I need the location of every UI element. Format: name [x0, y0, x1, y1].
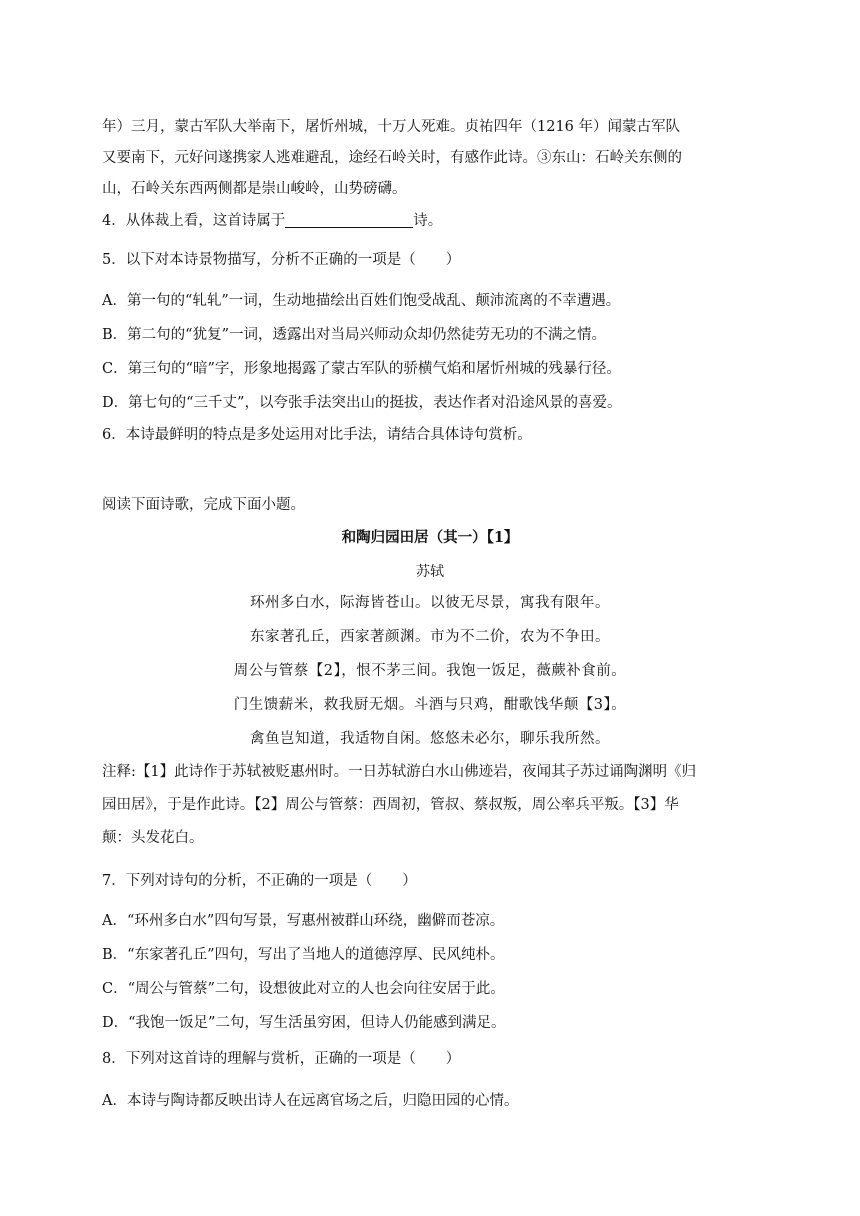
poem [102, 526, 758, 756]
question-4-prefix: 4．从体裁上看，这首诗属于 [102, 213, 286, 229]
option-a: A．第一句的“轧轧”一词，生动地描绘出百姓们饱受战乱、颠沛流离的不幸遭遇。 [102, 293, 621, 309]
question-5-stem-close: ） [445, 252, 461, 268]
question-8-options [102, 1084, 742, 1118]
option-a: A．“环州多白水”四句写景，写惠州被群山环绕，幽僻而苍凉。 [102, 913, 505, 929]
option-b: B．第二句的“犹复”一词，透露出对当局兴师动众却仍然徒劳无功的不满之情。 [102, 327, 606, 343]
poem-line: 周公与管蔡【2】，恨不茅三间。我饱一饭足，薇蕨补食前。 [233, 663, 627, 679]
question-7-options [102, 904, 742, 1040]
question-8-stem: 8．下列对这首诗的理解与赏析，正确的一项是（ [102, 1051, 416, 1067]
option-a: A．本诗与陶诗都反映出诗人在远离官场之后，归隐田园的心情。 [102, 1093, 519, 1109]
notes-line: 颠：头发花白。 [102, 830, 204, 846]
poem-line: 东家著孔丘，西家著颜渊。市为不二价，农为不争田。 [250, 629, 610, 645]
poem-line: 环州多白水，际海皆苍山。以彼无尽景，寓我有限年。 [250, 595, 610, 611]
option-c: C．“周公与管蔡”二句，设想彼此对立的人也会向往安居于此。 [102, 981, 505, 997]
passage-line: 年）三月，蒙古军队大举南下，屠忻州城，十万人死难。贞祐四年（1216 年）闻蒙古军队 [102, 119, 681, 135]
question-8 [102, 1044, 742, 1075]
notes-line: 园田居》，于是作此诗。【2】周公与管蔡：西周初，管叔、蔡叔叛，周公率兵平叛。【3】华 [102, 797, 679, 813]
option-c: C．第三句的“暗”字，形象地揭露了蒙古军队的骄横气焰和屠忻州城的残暴行径。 [102, 361, 621, 377]
passage-line: 又要南下，元好问遂携家人逃难避乱，途经石岭关时，有感作此诗。③东山：石岭关东侧的 [102, 150, 682, 166]
question-7 [102, 866, 742, 897]
question-7-stem-close: ） [402, 873, 417, 889]
option-b: B．“东家著孔丘”四句，写出了当地人的道德淳厚、民风纯朴。 [102, 947, 505, 963]
question-5-options [102, 284, 742, 420]
poem-notes [102, 756, 742, 855]
reading-intro [102, 490, 742, 521]
answer-blank[interactable] [285, 211, 413, 228]
question-6-stem: 6．本诗最鲜明的特点是多处运用对比手法，请结合具体诗句赏析。 [102, 427, 532, 443]
poem-line: 禽鱼岂知道，我适物自闲。悠悠未必尔，聊乐我所然。 [250, 731, 610, 747]
intro-text: 阅读下面诗歌，完成下面小题。 [102, 497, 305, 513]
option-d: D．第七句的“三千丈”，以夸张手法突出山的挺拔，表达作者对沿途风景的喜爱。 [102, 395, 622, 411]
poem-line: 门生馈薪米，救我厨无烟。斗酒与只鸡，酣歌饯华颠【3】。 [233, 697, 627, 713]
question-8-stem-close: ） [445, 1051, 461, 1067]
passage-line: 山，石岭关东西两侧都是崇山峻岭，山势磅礴。 [102, 181, 407, 197]
poem-author: 苏轼 [416, 564, 444, 580]
option-d: D．“我饱一饭足”二句，写生活虽穷困，但诗人仍能感到满足。 [102, 1015, 506, 1031]
question-4-suffix: 诗。 [413, 213, 443, 229]
question-5-stem: 5．以下对本诗景物描写，分析不正确的一项是（ [102, 252, 416, 268]
question-4 [102, 206, 742, 237]
question-7-stem: 7．下列对诗句的分析，不正确的一项是（ [102, 873, 373, 889]
notes-line: 注释:【1】此诗作于苏轼被贬惠州时。一日苏轼游白水山佛迹岩，夜闻其子苏过诵陶渊明《归 [102, 764, 697, 780]
question-6 [102, 420, 742, 451]
passage-note-tail [102, 112, 742, 205]
question-5 [102, 244, 742, 276]
poem-title: 和陶归园田居（其一）【1】 [341, 529, 519, 546]
